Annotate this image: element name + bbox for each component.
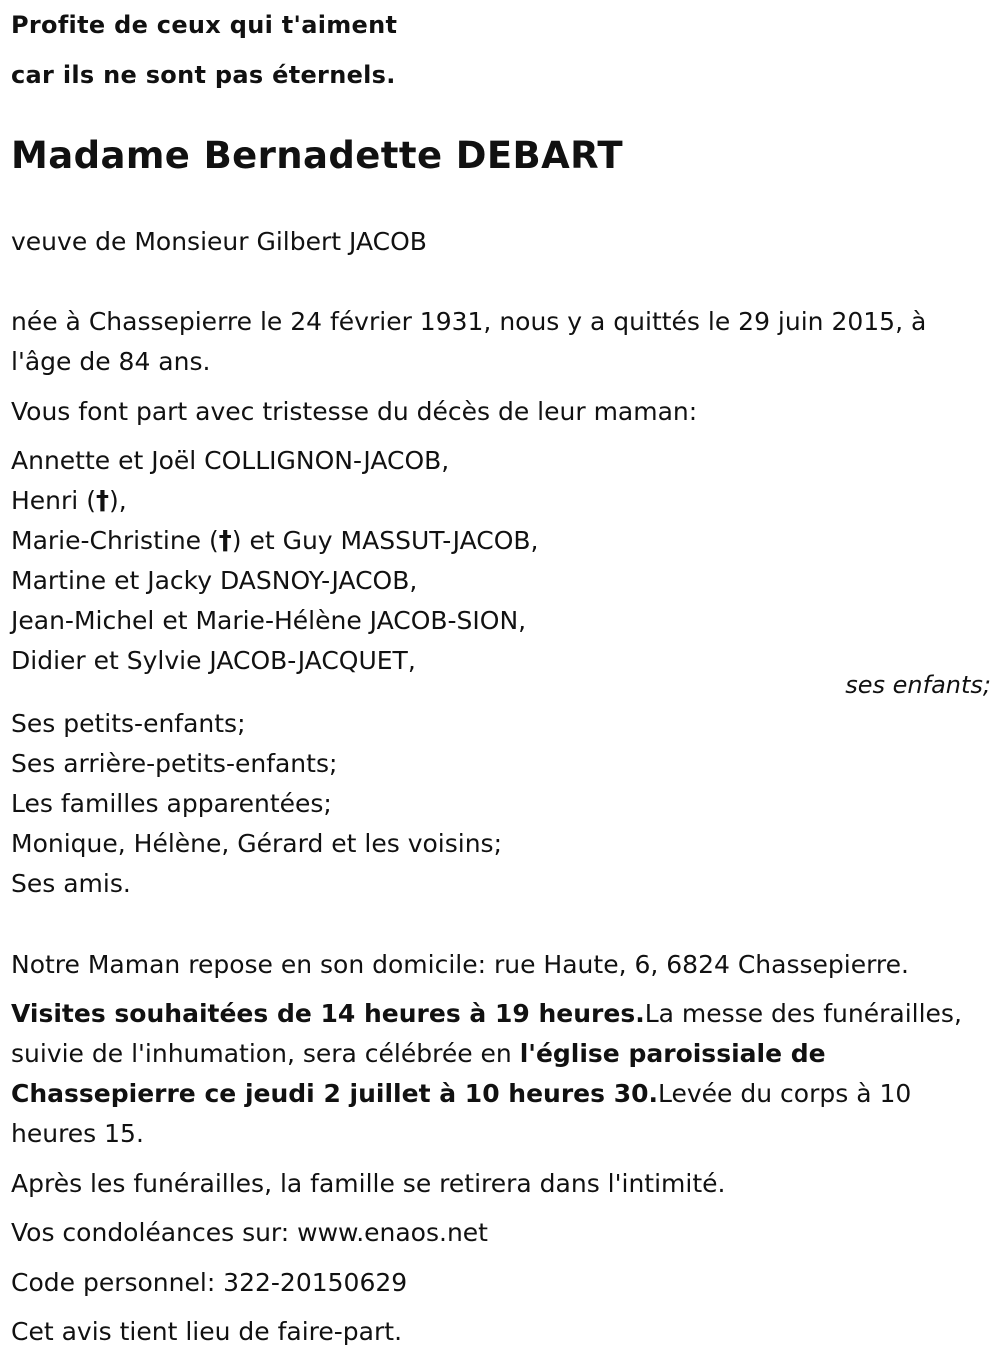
- child-3-text-a: Marie-Christine (: [11, 526, 219, 555]
- mass-line-2: [11, 1034, 826, 1074]
- after-funeral: Après les funérailles, la famille se retirera dans l'intimité.: [11, 1169, 726, 1198]
- personal-code: Code personnel: 322-20150629: [11, 1268, 408, 1297]
- visits-bold: Visites souhaitées de 14 heures à 19 heures.: [11, 999, 645, 1028]
- relative-2: Ses arrière-petits-enfants;: [11, 749, 338, 778]
- condolences-line: Vos condoléances sur: www.enaos.net: [11, 1218, 488, 1247]
- child-3-text-b: ) et Guy MASSUT-JACOB,: [231, 526, 539, 555]
- mass-line-3-bold: Chassepierre ce jeudi 2 juillet à 10 heures 30.: [11, 1079, 658, 1108]
- child-4: Martine et Jacky DASNOY-JACOB,: [11, 566, 418, 595]
- birth-line-2: l'âge de 84 ans.: [11, 347, 211, 376]
- child-2: [11, 481, 127, 521]
- announcement: Vous font part avec tristesse du décès de leur maman:: [11, 397, 698, 426]
- child-2-text-a: Henri (: [11, 486, 96, 515]
- child-1: Annette et Joël COLLIGNON-JACOB,: [11, 446, 450, 475]
- relative-1: Ses petits-enfants;: [11, 709, 246, 738]
- relative-5: Ses amis.: [11, 869, 131, 898]
- mass-line-2-normal: suivie de l'inhumation, sera célébrée en: [11, 1039, 520, 1068]
- deceased-name: Madame Bernadette DEBART: [11, 134, 624, 177]
- quote-line-1: Profite de ceux qui t'aiment: [11, 11, 398, 39]
- quote-line-2: car ils ne sont pas éternels.: [11, 61, 396, 89]
- visits-line: [11, 994, 962, 1034]
- notice-line: Cet avis tient lieu de faire-part.: [11, 1317, 403, 1346]
- children-role: ses enfants;: [845, 671, 991, 699]
- child-3: [11, 521, 538, 561]
- mass-line-2-bold: l'église paroissiale de: [519, 1039, 826, 1068]
- spouse-line: veuve de Monsieur Gilbert JACOB: [11, 227, 427, 256]
- child-2-text-b: ),: [108, 486, 127, 515]
- mass-line-3: [11, 1074, 911, 1114]
- child-6: Didier et Sylvie JACOB-JACQUET,: [11, 646, 416, 675]
- birth-line-1: née à Chassepierre le 24 février 1931, nous y a quittés le 29 juin 2015, à: [11, 307, 927, 336]
- mass-line-3-rest: Levée du corps à 10: [658, 1079, 912, 1108]
- relative-4: Monique, Hélène, Gérard et les voisins;: [11, 829, 503, 858]
- repose-line: Notre Maman repose en son domicile: rue Haute, 6, 6824 Chassepierre.: [11, 950, 909, 979]
- visits-rest: La messe des funérailles,: [644, 999, 962, 1028]
- mass-line-4: heures 15.: [11, 1119, 144, 1148]
- relative-3: Les familles apparentées;: [11, 789, 332, 818]
- cross-icon: †: [218, 526, 232, 556]
- child-5: Jean-Michel et Marie-Hélène JACOB-SION,: [11, 606, 527, 635]
- cross-icon: †: [95, 486, 109, 516]
